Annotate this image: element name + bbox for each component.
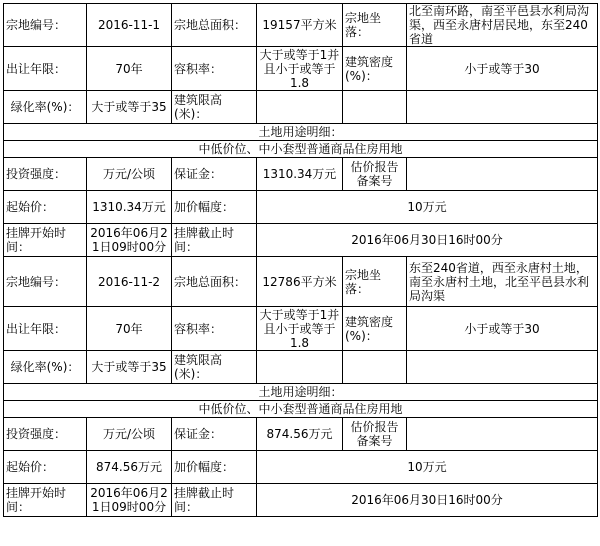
height-limit-label: 建筑限高(米)： bbox=[172, 91, 257, 124]
green-rate-label: 绿化率(%)： bbox=[4, 351, 87, 384]
appraisal-record-label: 估价报告备案号 bbox=[343, 418, 407, 451]
investment-value: 万元/公顷 bbox=[87, 158, 172, 191]
plot-ratio-value: 大于或等于1并且小于或等于1.8 bbox=[257, 307, 343, 351]
land-use-heading: 土地用途明细： bbox=[4, 124, 598, 141]
appraisal-record-label: 估价报告备案号 bbox=[343, 158, 407, 191]
listing-start-value: 2016年06月21日09时00分 bbox=[87, 224, 172, 257]
term-label: 出让年限： bbox=[4, 47, 87, 91]
green-rate-value: 大于或等于35 bbox=[87, 351, 172, 384]
parcel-2-row-price bbox=[4, 451, 598, 484]
parcel-2-row-invest bbox=[4, 418, 598, 451]
appraisal-record-value bbox=[407, 418, 598, 451]
empty-cell bbox=[407, 91, 598, 124]
listing-end-value: 2016年06月30日16时00分 bbox=[257, 484, 598, 517]
term-value: 70年 bbox=[87, 307, 172, 351]
parcel-2-row-use-detail bbox=[4, 401, 598, 418]
parcel-1-row-price bbox=[4, 191, 598, 224]
height-limit-label: 建筑限高(米)： bbox=[172, 351, 257, 384]
parcel-1-row-invest bbox=[4, 158, 598, 191]
listing-start-label: 挂牌开始时间： bbox=[4, 484, 87, 517]
deposit-value: 1310.34万元 bbox=[257, 158, 343, 191]
empty-cell bbox=[343, 91, 407, 124]
listing-end-label: 挂牌截止时间： bbox=[172, 224, 257, 257]
listing-end-value: 2016年06月30日16时00分 bbox=[257, 224, 598, 257]
parcel-1-row-use-heading bbox=[4, 124, 598, 141]
building-density-value: 小于或等于30 bbox=[407, 47, 598, 91]
parcel-2-row-use-heading bbox=[4, 384, 598, 401]
parcel-2-row-green bbox=[4, 351, 598, 384]
investment-value: 万元/公顷 bbox=[87, 418, 172, 451]
deposit-label: 保证金： bbox=[172, 158, 257, 191]
listing-start-label: 挂牌开始时间： bbox=[4, 224, 87, 257]
parcel-2-row-time bbox=[4, 484, 598, 517]
bid-increment-label: 加价幅度： bbox=[172, 451, 257, 484]
building-density-label: 建筑密度(%)： bbox=[343, 307, 407, 351]
appraisal-record-value bbox=[407, 158, 598, 191]
building-density-value: 小于或等于30 bbox=[407, 307, 598, 351]
listing-start-value: 2016年06月21日09时00分 bbox=[87, 484, 172, 517]
parcel-1-row-id bbox=[4, 4, 598, 47]
parcel-id-value: 2016-11-1 bbox=[87, 4, 172, 47]
parcel-1-row-use-detail bbox=[4, 141, 598, 158]
location-label: 宗地坐落： bbox=[343, 4, 407, 47]
location-label: 宗地坐落： bbox=[343, 257, 407, 307]
total-area-label: 宗地总面积： bbox=[172, 4, 257, 47]
parcel-id-label: 宗地编号： bbox=[4, 4, 87, 47]
start-price-value: 1310.34万元 bbox=[87, 191, 172, 224]
parcel-id-value: 2016-11-2 bbox=[87, 257, 172, 307]
empty-cell bbox=[407, 351, 598, 384]
parcel-1-row-term bbox=[4, 47, 598, 91]
start-price-value: 874.56万元 bbox=[87, 451, 172, 484]
parcel-2-row-term bbox=[4, 307, 598, 351]
parcel-1-row-time bbox=[4, 224, 598, 257]
investment-label: 投资强度： bbox=[4, 418, 87, 451]
land-use-detail: 中低价位、中小套型普通商品住房用地 bbox=[4, 401, 598, 418]
bid-increment-value: 10万元 bbox=[257, 191, 598, 224]
green-rate-label: 绿化率(%)： bbox=[4, 91, 87, 124]
bid-increment-value: 10万元 bbox=[257, 451, 598, 484]
deposit-label: 保证金： bbox=[172, 418, 257, 451]
term-label: 出让年限： bbox=[4, 307, 87, 351]
start-price-label: 起始价： bbox=[4, 191, 87, 224]
height-limit-value bbox=[257, 351, 343, 384]
parcel-1-row-green bbox=[4, 91, 598, 124]
term-value: 70年 bbox=[87, 47, 172, 91]
land-use-detail: 中低价位、中小套型普通商品住房用地 bbox=[4, 141, 598, 158]
plot-ratio-value: 大于或等于1并且小于或等于1.8 bbox=[257, 47, 343, 91]
land-use-heading: 土地用途明细： bbox=[4, 384, 598, 401]
location-value: 北至南环路，南至平邑县水利局沟渠，西至永唐村居民地，东至240省道 bbox=[407, 4, 598, 47]
parcel-2-row-id bbox=[4, 257, 598, 307]
location-value: 东至240省道，西至永唐村土地，南至永唐村土地，北至平邑县水利局沟渠 bbox=[407, 257, 598, 307]
total-area-label: 宗地总面积： bbox=[172, 257, 257, 307]
deposit-value: 874.56万元 bbox=[257, 418, 343, 451]
building-density-label: 建筑密度(%)： bbox=[343, 47, 407, 91]
listing-end-label: 挂牌截止时间： bbox=[172, 484, 257, 517]
plot-ratio-label: 容积率： bbox=[172, 307, 257, 351]
height-limit-value bbox=[257, 91, 343, 124]
total-area-value: 19157平方米 bbox=[257, 4, 343, 47]
investment-label: 投资强度： bbox=[4, 158, 87, 191]
parcel-id-label: 宗地编号： bbox=[4, 257, 87, 307]
green-rate-value: 大于或等于35 bbox=[87, 91, 172, 124]
start-price-label: 起始价： bbox=[4, 451, 87, 484]
empty-cell bbox=[343, 351, 407, 384]
plot-ratio-label: 容积率： bbox=[172, 47, 257, 91]
bid-increment-label: 加价幅度： bbox=[172, 191, 257, 224]
total-area-value: 12786平方米 bbox=[257, 257, 343, 307]
land-parcel-table bbox=[3, 3, 598, 517]
